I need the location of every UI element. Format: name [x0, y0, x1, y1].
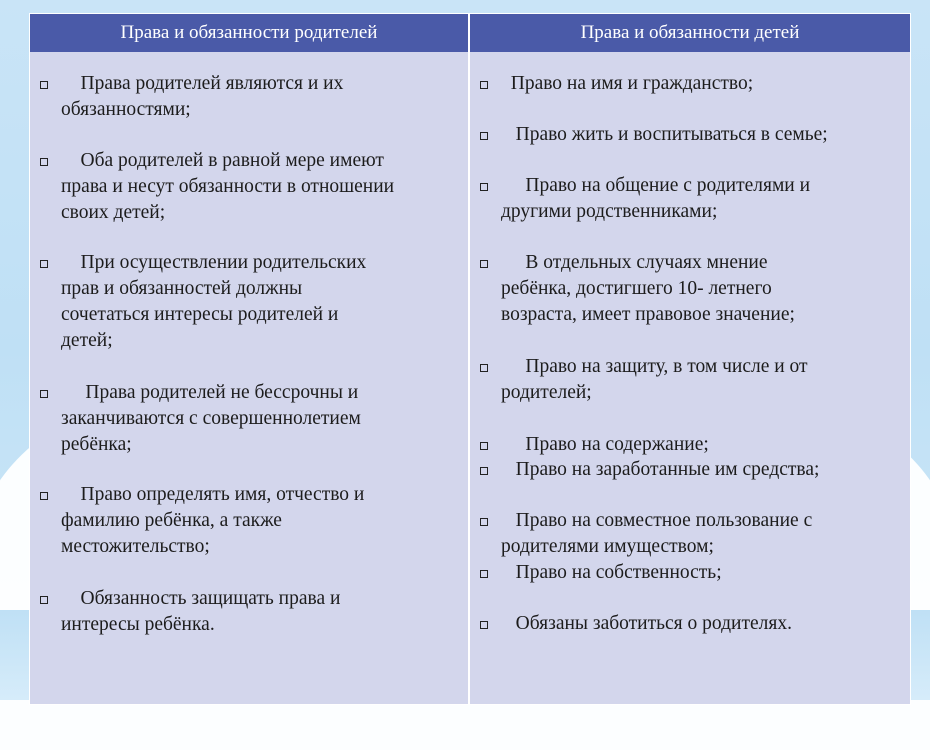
list-item-line: прав и обязанностей должны: [61, 278, 303, 299]
list-item-line: обязанностями;: [61, 99, 191, 120]
list-item-line: другими родственниками;: [501, 201, 718, 222]
list-item-line: фамилию ребёнка, а также: [61, 510, 282, 531]
bullet-icon: [40, 390, 48, 398]
list-item-line: Оба родителей в равной мере имеют: [61, 150, 384, 171]
list-item-line: интересы ребёнка.: [61, 614, 215, 635]
bullet-icon: [480, 260, 488, 268]
bullet-icon: [480, 570, 488, 578]
list-item-line: детей;: [61, 330, 113, 351]
table-header: [30, 14, 910, 52]
bullet-icon: [480, 467, 488, 475]
bullet-icon: [480, 132, 488, 140]
list-item: [501, 457, 819, 483]
list-item-line: заканчиваются с совершеннолетием: [61, 408, 361, 429]
list-item-line: права и несут обязанности в отношении: [61, 176, 395, 197]
bullet-icon: [480, 518, 488, 526]
list-item-line: возраста, имеет правовое значение;: [501, 304, 795, 325]
rights-table: [29, 13, 911, 705]
list-item-line: Право на общение с родителями и: [501, 175, 811, 196]
list-item: [501, 122, 828, 148]
list-item-line: Право на имя и гражданство;: [501, 73, 754, 94]
list-item: [501, 432, 709, 458]
list-item-line: При осуществлении родительских: [61, 252, 367, 273]
bullet-icon: [40, 260, 48, 268]
list-item: [61, 250, 366, 354]
list-item-line: Право на защиту, в том числе и от: [501, 356, 808, 377]
list-item: [61, 71, 343, 123]
list-item-line: В отдельных случаях мнение: [501, 252, 768, 273]
list-item: [501, 173, 810, 225]
list-item-line: Право на заработанные им средства;: [501, 459, 820, 480]
list-item-line: Право на совместное пользование с: [501, 510, 813, 531]
bullet-icon: [40, 492, 48, 500]
bullet-icon: [480, 81, 488, 89]
list-item-line: Обязаны заботиться о родителях.: [501, 613, 792, 634]
list-item: [501, 508, 812, 560]
list-item: [61, 380, 361, 458]
list-item-line: Право жить и воспитываться в семье;: [501, 124, 828, 145]
parents-column-header: Права и обязанности родителей: [30, 14, 470, 52]
bullet-icon: [480, 183, 488, 191]
list-item-line: Обязанность защищать права и: [61, 588, 341, 609]
list-item-line: Права родителей не бессрочны и: [61, 382, 359, 403]
list-item: [501, 250, 795, 328]
bullet-icon: [480, 621, 488, 629]
parents-column: [30, 52, 470, 704]
list-item-line: родителями имуществом;: [501, 536, 714, 557]
list-item-line: Права родителей являются и их: [61, 73, 344, 94]
list-item-line: родителей;: [501, 382, 592, 403]
list-item: [501, 560, 722, 586]
bullet-icon: [480, 364, 488, 372]
children-column-header: Права и обязанности детей: [580, 22, 800, 43]
list-item-line: Право определять имя, отчество и: [61, 484, 365, 505]
list-item: [61, 482, 364, 560]
list-item-line: Право на содержание;: [501, 434, 709, 455]
list-item-line: своих детей;: [61, 202, 166, 223]
bullet-icon: [40, 596, 48, 604]
list-item: [501, 354, 808, 406]
list-item: [501, 611, 792, 637]
list-item-line: ребёнка;: [61, 434, 132, 455]
list-item: [61, 148, 394, 226]
children-column: [470, 52, 910, 704]
list-item-line: местожительство;: [61, 536, 210, 557]
list-item-line: ребёнка, достигшего 10- летнего: [501, 278, 772, 299]
bullet-icon: [480, 442, 488, 450]
list-item: [501, 71, 753, 97]
bullet-icon: [40, 158, 48, 166]
list-item-line: Право на собственность;: [501, 562, 722, 583]
list-item-line: сочетаться интересы родителей и: [61, 304, 339, 325]
bullet-icon: [40, 81, 48, 89]
list-item: [61, 586, 340, 638]
